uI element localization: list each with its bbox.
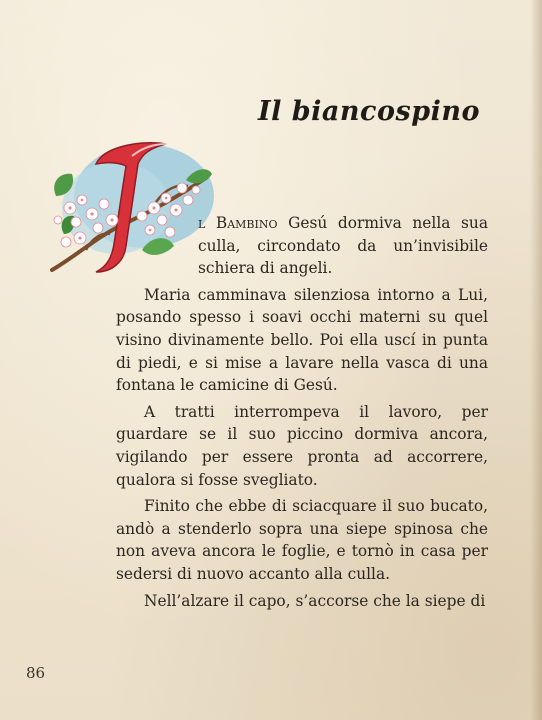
chapter-title: Il biancospino bbox=[258, 96, 480, 127]
paragraph-1-text: Gesú dormiva nella sua culla, circondato da un’invisibile schiera di angeli. bbox=[198, 214, 488, 278]
page-number: 86 bbox=[26, 664, 46, 682]
paragraph-3: A tratti interrompeva il lavoro, per guardare se il suo piccino dormiva ancora, vigilando per essere pronta ad accorrere, qualora si fosse svegliato. bbox=[116, 402, 488, 489]
paragraph-1 bbox=[198, 212, 488, 280]
page-edge-shadow bbox=[530, 0, 542, 720]
paragraph-5: Nell’alzare il capo, s’accorse che la siepe di bbox=[144, 591, 486, 610]
paragraph-2: Maria camminava silenziosa intorno a Lui, posando spesso i soavi occhi materni su quel visino divinamente bello. Poi ella uscí in punta di piedi, e si mise a lavare nella vasca di una fontana le camicine di Gesú. bbox=[116, 285, 488, 395]
opening-words: l Bambino bbox=[198, 214, 278, 232]
body-text bbox=[116, 212, 488, 612]
paragraph-4: Finito che ebbe di sciacquare il suo bucato, andò a stenderlo sopra una siepe spinosa che non aveva ancora le foglie, e tornò in casa per sedersi di nuovo accanto alla culla. bbox=[116, 497, 488, 583]
